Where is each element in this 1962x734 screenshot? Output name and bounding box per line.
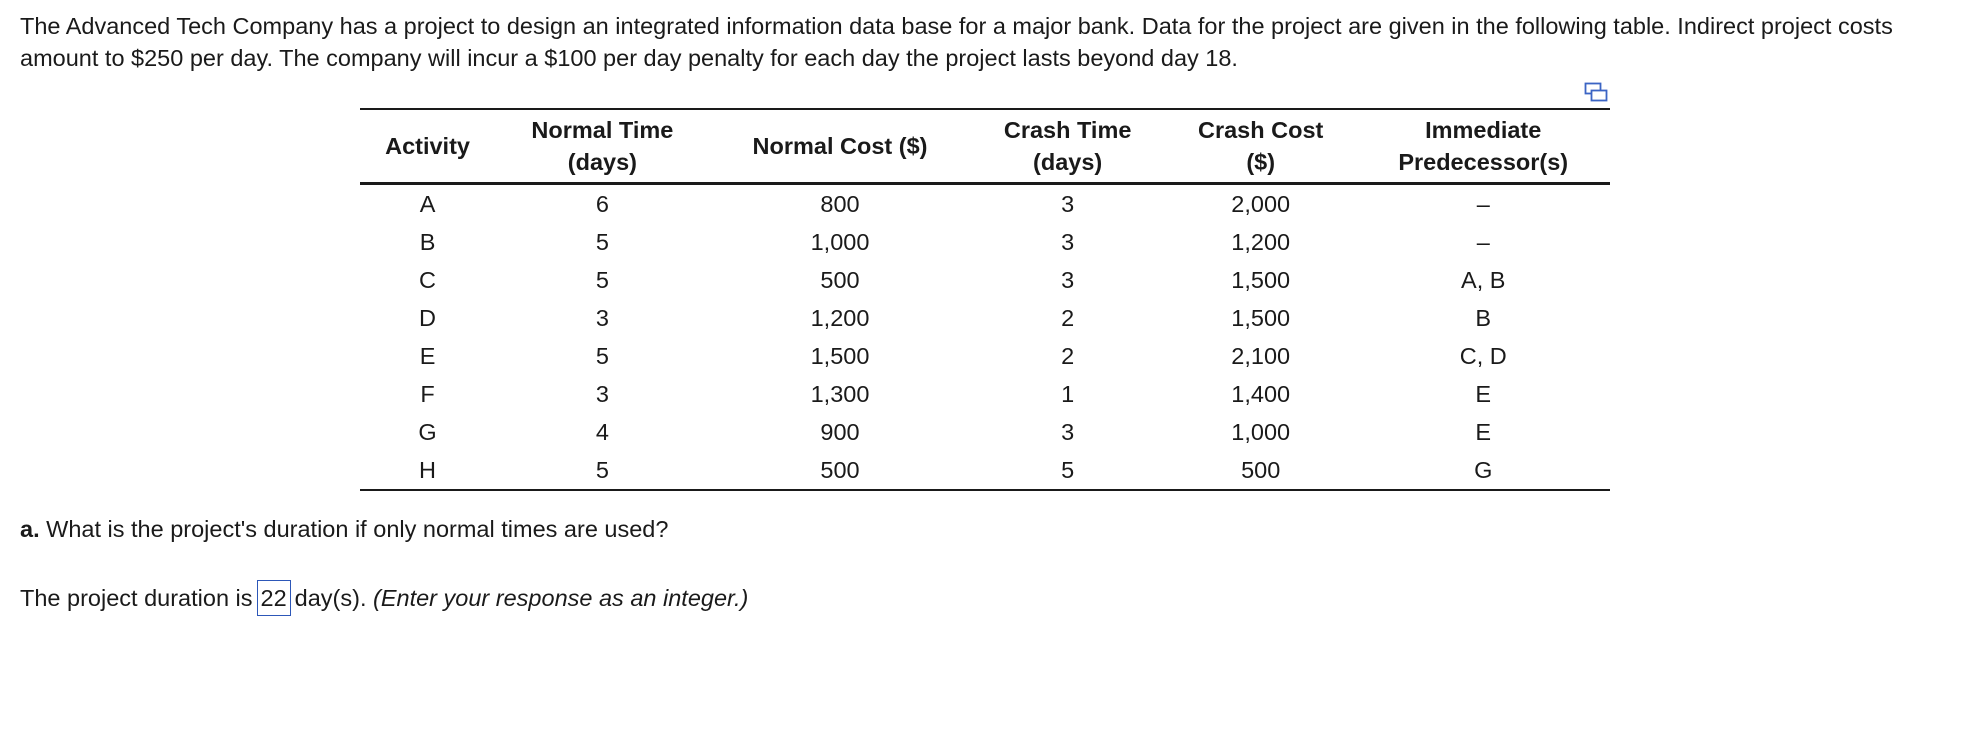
table-row xyxy=(360,413,1610,451)
cell-activity: G xyxy=(418,418,437,445)
answer-prefix: The project duration is xyxy=(20,584,253,611)
copy-data-icon[interactable] xyxy=(1584,82,1608,102)
header-predecessors: Immediate Predecessor(s) xyxy=(1398,117,1569,175)
cell-predecessors: C, D xyxy=(1459,342,1507,369)
cell-activity: D xyxy=(419,304,437,331)
cell-activity: H xyxy=(419,456,437,483)
cell-activity: F xyxy=(420,380,435,407)
cell-crash-time: 3 xyxy=(1061,228,1075,255)
cell-predecessors: G xyxy=(1474,456,1493,483)
problem-statement: The Advanced Tech Company has a project to design an integrated information data base for a major bank. Data for the project are given in the following table. Indirect project costs amount to $250 per day. The company will incur a $100 per day penalty for each day the project lasts beyond day 18. xyxy=(20,13,1893,71)
cell-crash-time: 2 xyxy=(1061,304,1075,331)
table-row xyxy=(360,451,1610,490)
cell-crash-cost: 1,200 xyxy=(1231,228,1291,255)
cell-normal-time: 5 xyxy=(595,456,609,483)
cell-activity: E xyxy=(419,342,436,369)
cell-crash-time: 1 xyxy=(1061,380,1075,407)
cell-crash-cost: 1,000 xyxy=(1231,418,1291,445)
cell-crash-time: 3 xyxy=(1061,418,1075,445)
cell-normal-cost: 500 xyxy=(820,456,860,483)
question-text: What is the project's duration if only normal times are used? xyxy=(39,516,669,542)
project-data-table xyxy=(360,108,1610,491)
cell-activity: A xyxy=(419,190,436,217)
answer-input[interactable]: 22 xyxy=(257,580,291,616)
cell-crash-cost: 1,400 xyxy=(1231,380,1291,407)
table-row xyxy=(360,223,1610,261)
cell-predecessors: – xyxy=(1476,228,1490,255)
table-row xyxy=(360,299,1610,337)
header-crash-cost: Crash Cost ($) xyxy=(1198,117,1324,175)
cell-normal-cost: 1,200 xyxy=(810,304,870,331)
table-row xyxy=(360,375,1610,413)
header-normal-cost: Normal Cost ($) xyxy=(752,133,928,159)
cell-activity: C xyxy=(419,266,437,293)
header-normal-time: Normal Time (days) xyxy=(531,117,674,175)
cell-normal-cost: 1,000 xyxy=(810,228,870,255)
answer-line xyxy=(20,580,748,616)
cell-normal-time: 5 xyxy=(595,266,609,293)
table-row xyxy=(360,184,1610,224)
cell-activity: B xyxy=(419,228,436,255)
question-a xyxy=(20,516,668,543)
cell-normal-time: 6 xyxy=(595,190,609,217)
cell-crash-time: 5 xyxy=(1061,456,1075,483)
cell-predecessors: B xyxy=(1475,304,1492,331)
header-activity: Activity xyxy=(385,133,470,159)
header-crash-time: Crash Time (days) xyxy=(1003,117,1132,175)
answer-suffix: day(s). xyxy=(294,584,374,611)
table-row xyxy=(360,261,1610,299)
cell-normal-cost: 1,300 xyxy=(810,380,870,407)
cell-normal-time: 3 xyxy=(595,304,609,331)
table-row xyxy=(360,337,1610,375)
question-label: a. xyxy=(20,516,40,542)
cell-crash-time: 3 xyxy=(1061,266,1075,293)
cell-crash-cost: 2,100 xyxy=(1231,342,1291,369)
table-header-row xyxy=(360,109,1610,184)
cell-normal-time: 5 xyxy=(595,228,609,255)
cell-normal-time: 5 xyxy=(595,342,609,369)
cell-normal-cost: 800 xyxy=(820,190,860,217)
cell-predecessors: E xyxy=(1475,418,1492,445)
cell-crash-cost: 1,500 xyxy=(1231,304,1291,331)
answer-note: (Enter your response as an integer.) xyxy=(373,584,749,611)
cell-crash-cost: 2,000 xyxy=(1231,190,1291,217)
cell-normal-cost: 500 xyxy=(820,266,860,293)
cell-predecessors: – xyxy=(1476,190,1490,217)
cell-normal-cost: 1,500 xyxy=(810,342,870,369)
cell-predecessors: A, B xyxy=(1461,266,1506,293)
cell-normal-cost: 900 xyxy=(820,418,860,445)
cell-crash-time: 2 xyxy=(1061,342,1075,369)
cell-predecessors: E xyxy=(1475,380,1492,407)
cell-crash-time: 3 xyxy=(1061,190,1075,217)
cell-crash-cost: 1,500 xyxy=(1231,266,1291,293)
cell-normal-time: 4 xyxy=(595,418,609,445)
cell-crash-cost: 500 xyxy=(1241,456,1281,483)
cell-normal-time: 3 xyxy=(595,380,609,407)
